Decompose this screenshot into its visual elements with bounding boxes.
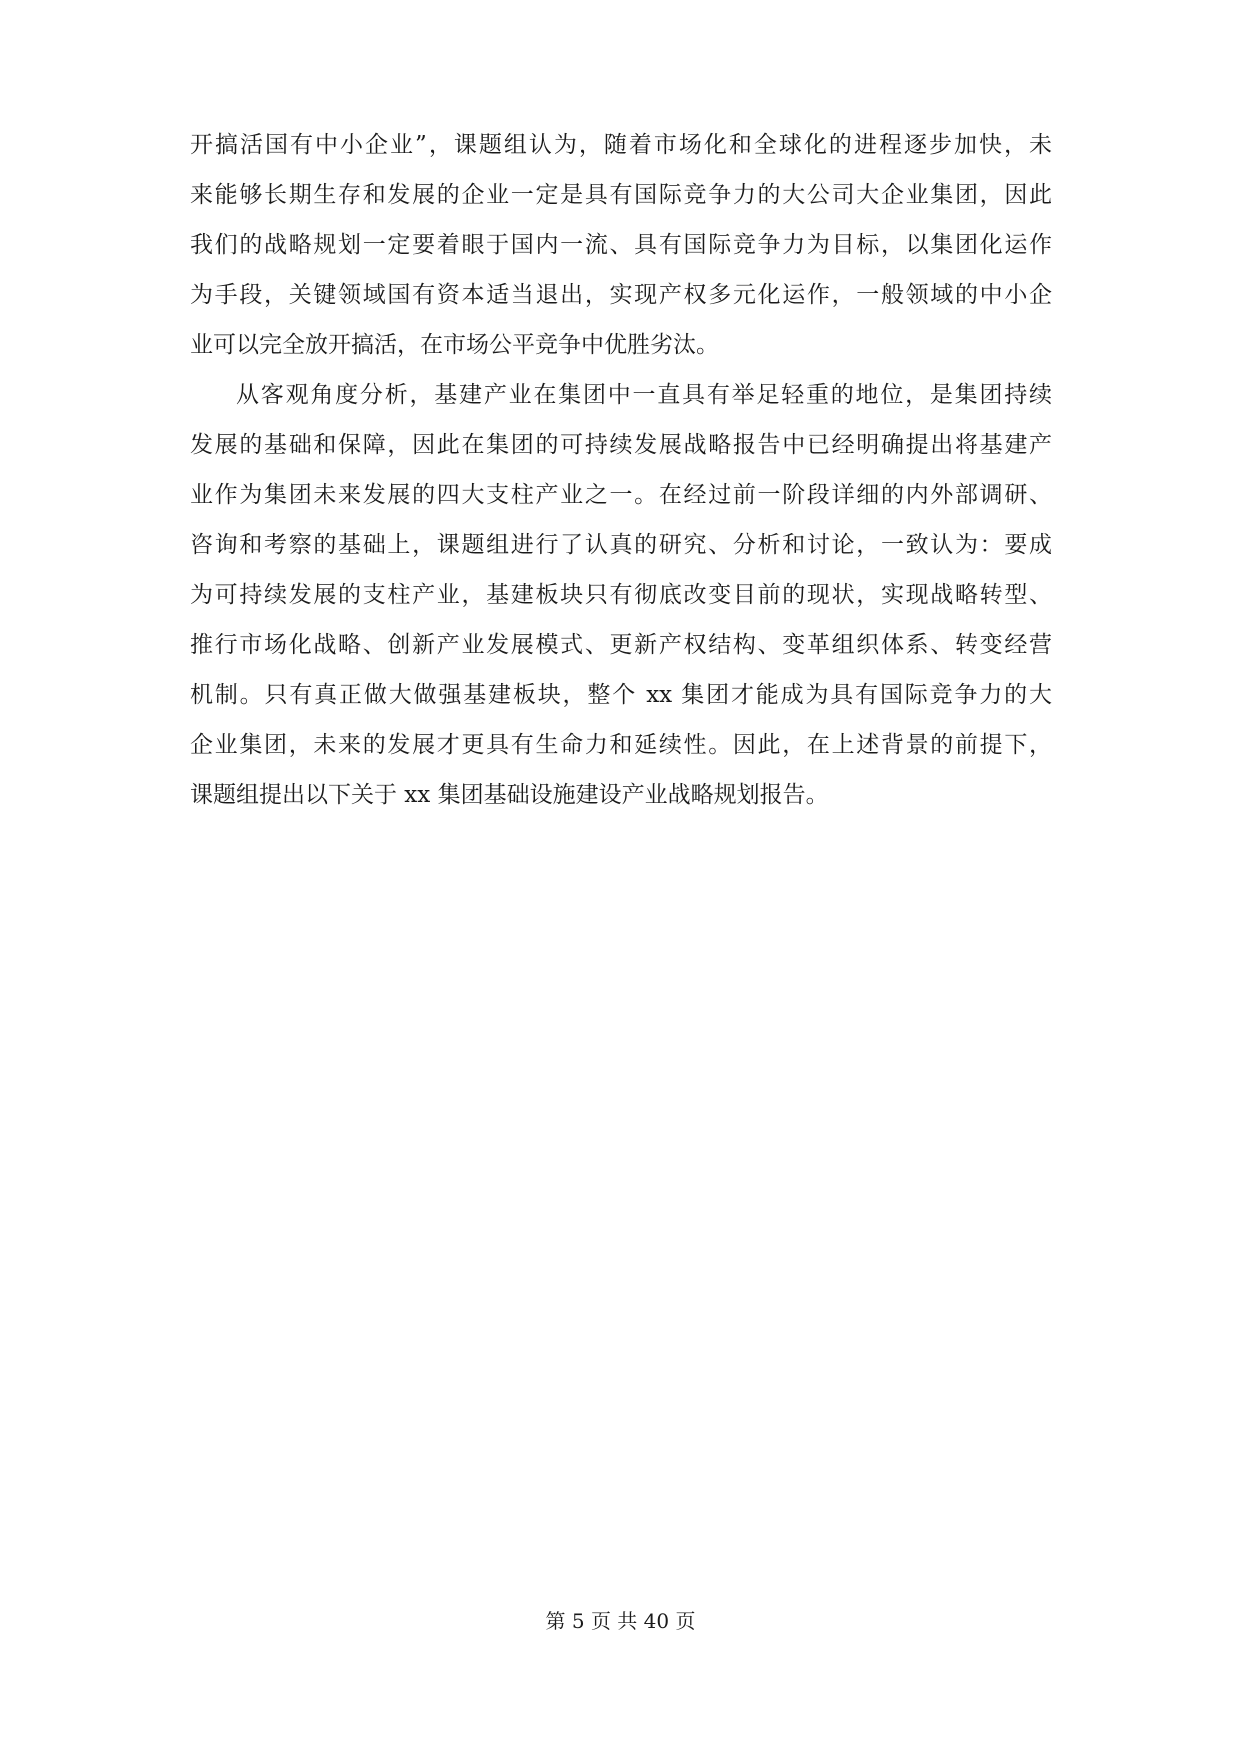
paragraph-line: 开搞活国有中小企业”，课题组认为，随着市场化和全球化的进程逐步加快，未 — [190, 132, 1052, 158]
paragraph-1 — [190, 120, 1052, 370]
paragraph-line: 业作为集团未来发展的四大支柱产业之一。在经过前一阶段详细的内外部调研、 — [190, 482, 1052, 508]
paragraph-line: 为手段，关键领域国有资本适当退出，实现产权多元化运作，一般领域的中小企 — [190, 282, 1052, 308]
page-number-footer: 第 5 页 共 40 页 — [545, 1609, 696, 1633]
paragraph-2 — [190, 370, 1052, 820]
paragraph-line: 业可以完全放开搞活，在市场公平竞争中优胜劣汰。 — [190, 332, 719, 358]
paragraph-line: 我们的战略规划一定要着眼于国内一流、具有国际竞争力为目标，以集团化运作 — [190, 232, 1052, 258]
paragraph-line: 企业集团，未来的发展才更具有生命力和延续性。因此，在上述背景的前提下， — [190, 732, 1052, 758]
paragraph-line: 为可持续发展的支柱产业，基建板块只有彻底改变目前的现状，实现战略转型、 — [190, 582, 1052, 608]
paragraph-line: 咨询和考察的基础上，课题组进行了认真的研究、分析和讨论，一致认为：要成 — [190, 532, 1052, 558]
paragraph-line: 机制。只有真正做大做强基建板块，整个 xx 集团才能成为具有国际竞争力的大 — [190, 682, 1052, 708]
paragraph-line: 推行市场化战略、创新产业发展模式、更新产权结构、变革组织体系、转变经营 — [190, 632, 1052, 658]
paragraph-line: 发展的基础和保障，因此在集团的可持续发展战略报告中已经明确提出将基建产 — [190, 432, 1052, 458]
paragraph-line: 从客观角度分析，基建产业在集团中一直具有举足轻重的地位，是集团持续 — [236, 382, 1052, 408]
paragraph-line: 课题组提出以下关于 xx 集团基础设施建设产业战略规划报告。 — [190, 782, 829, 808]
paragraph-line: 来能够长期生存和发展的企业一定是具有国际竞争力的大公司大企业集团，因此 — [190, 182, 1052, 208]
